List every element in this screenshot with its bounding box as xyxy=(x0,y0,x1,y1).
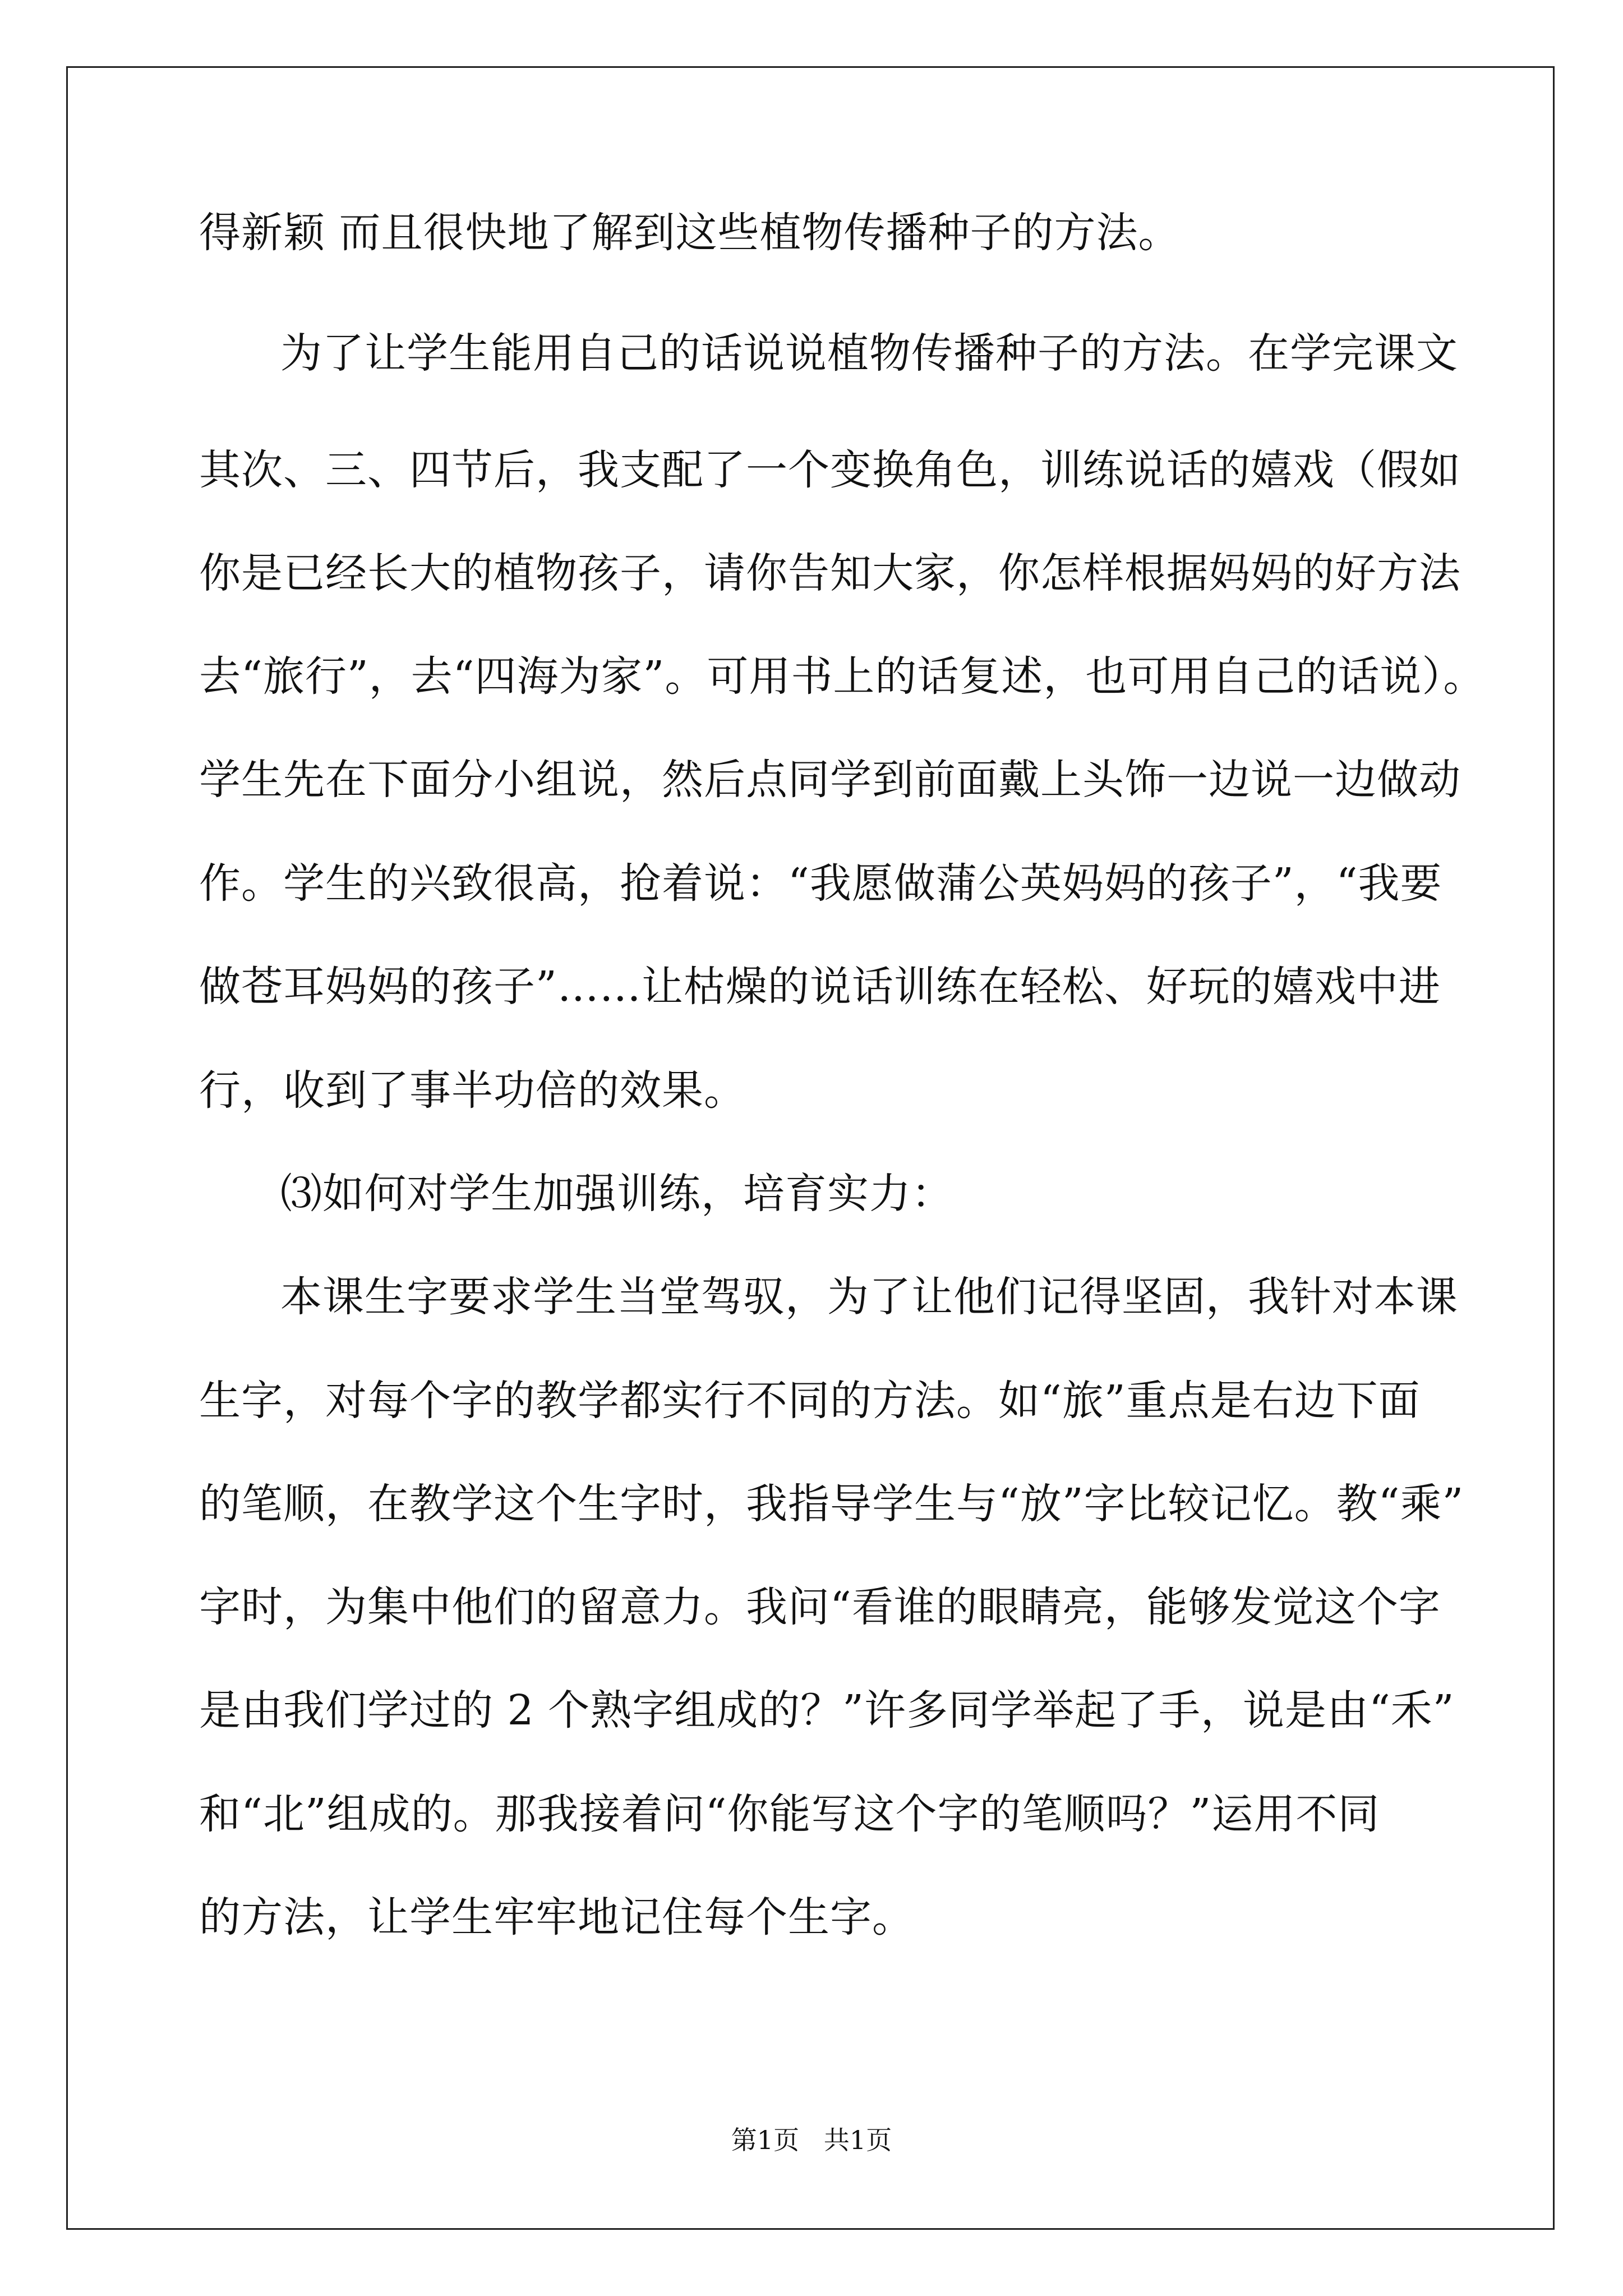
text-line-7: 作。学生的兴致很高，抢着说：“我愿做蒲公英妈妈的孩子”，“我要 xyxy=(199,859,1442,908)
text-line-8: 做苍耳妈妈的孩子”……让枯燥的说话训练在轻松、好玩的嬉戏中进 xyxy=(199,963,1441,1011)
text-line-12: 生字，对每个字的教学都实行不同的方法。如“旅”重点是右边下面 xyxy=(199,1377,1421,1425)
text-line-4: 你是已经长大的植物孩子，请你告知大家，你怎样根据妈妈的好方法 xyxy=(199,549,1461,597)
text-line-11: 本课生字要求学生当堂驾驭，为了让他们记得坚固，我针对本课 xyxy=(280,1273,1458,1321)
text-line-2: 为了让学生能用自己的话说说植物传播种子的方法。在学完课文 xyxy=(280,329,1458,378)
text-line-1: 得新颖 而且很快地了解到这些植物传播种子的方法。 xyxy=(199,209,1181,257)
text-line-13: 的笔顺，在教学这个生字时，我指导学生与“放”字比较记忆。教“乘” xyxy=(199,1480,1464,1528)
text-line-17: 的方法，让学生牢牢地记住每个生字。 xyxy=(199,1893,914,1941)
text-line-3: 其次、三、四节后，我支配了一个变换角色，训练说话的嬉戏（假如 xyxy=(199,446,1461,494)
text-line-14: 字时，为集中他们的留意力。我问“看谁的眼睛亮，能够发觉这个字 xyxy=(199,1583,1441,1631)
text-line-9: 行，收到了事半功倍的效果。 xyxy=(199,1066,746,1115)
text-line-6: 学生先在下面分小组说，然后点同学到前面戴上头饰一边说一边做动 xyxy=(199,756,1461,804)
page-footer: 第1页 共1页 xyxy=(731,2125,892,2155)
text-line-15: 是由我们学过的 2 个熟字组成的？”许多同学举起了手，说是由“禾” xyxy=(199,1686,1455,1734)
text-line-5: 去“旅行”，去“四海为家”。可用书上的话复述，也可用自己的话说）。 xyxy=(199,652,1486,701)
section-heading-3: ⑶如何对学生加强训练，培育实力： xyxy=(280,1170,953,1218)
text-line-16: 和“北”组成的。那我接着问“你能写这个字的笔顺吗？”运用不同 xyxy=(199,1790,1380,1838)
